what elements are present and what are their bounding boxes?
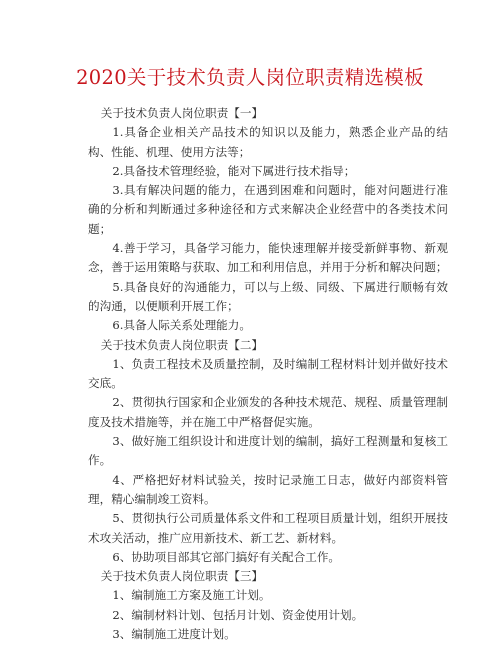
list-item: 3、做好施工组织设计和进度计划的编制，搞好工程测量和复核工作。 [88, 434, 448, 468]
list-item: 4.善于学习，具备学习能力，能快速理解并接受新鲜事物、新观念，善于运用策略与获取、加工和利用信息，并用于分析和解决问题； [88, 241, 448, 275]
document-body [88, 104, 448, 644]
list-item: 3.具有解决问题的能力，在遇到困难和问题时，能对问题进行准确的分析和判断通过多种途径和方式来解决企业经营中的各类技术问题； [88, 183, 448, 236]
list-item: 2.具备技术管理经验，能对下属进行技术指导； [112, 163, 356, 178]
list-item: 1、编制施工方案及施工计划。 [112, 588, 271, 603]
list-item: 1.具备企业相关产品技术的知识以及能力，熟悉企业产品的结构、性能、机理、使用方法等； [88, 125, 448, 159]
list-item: 6、协助项目部其它部门搞好有关配合工作。 [112, 549, 341, 564]
section-heading: 关于技术负责人岗位职责【三】 [100, 569, 264, 584]
list-item: 2、贯彻执行国家和企业颁发的各种技术规范、规程、质量管理制度及技术措施等，并在施工中严格督促实施。 [88, 395, 448, 429]
list-item: 1、负责工程技术及质量控制，及时编制工程材料计划并做好技术交底。 [88, 356, 448, 391]
section-heading: 关于技术负责人岗位职责【二】 [100, 337, 264, 352]
list-item: 2、编制材料计划、包括月计划、资金使用计划。 [112, 607, 364, 622]
list-item: 5.具备良好的沟通能力，可以与上级、同级、下属进行顺畅有效的沟通，以便顺利开展工作； [88, 279, 448, 313]
list-item: 6.具备人际关系处理能力。 [112, 318, 251, 333]
document-title: 2020关于技术负责人岗位职责精选模板 [76, 66, 424, 89]
list-item: 3、编制施工进度计划。 [112, 627, 236, 642]
list-item: 5、贯彻执行公司质量体系文件和工程项目质量计划，组织开展技术攻关活动，推广应用新技术、新工艺、新材料。 [88, 511, 448, 545]
section-heading: 关于技术负责人岗位职责【一】 [100, 106, 264, 120]
list-item: 4、严格把好材料试验关，按时记录施工日志，做好内部资料管理，精心编制竣工资料。 [88, 472, 448, 506]
